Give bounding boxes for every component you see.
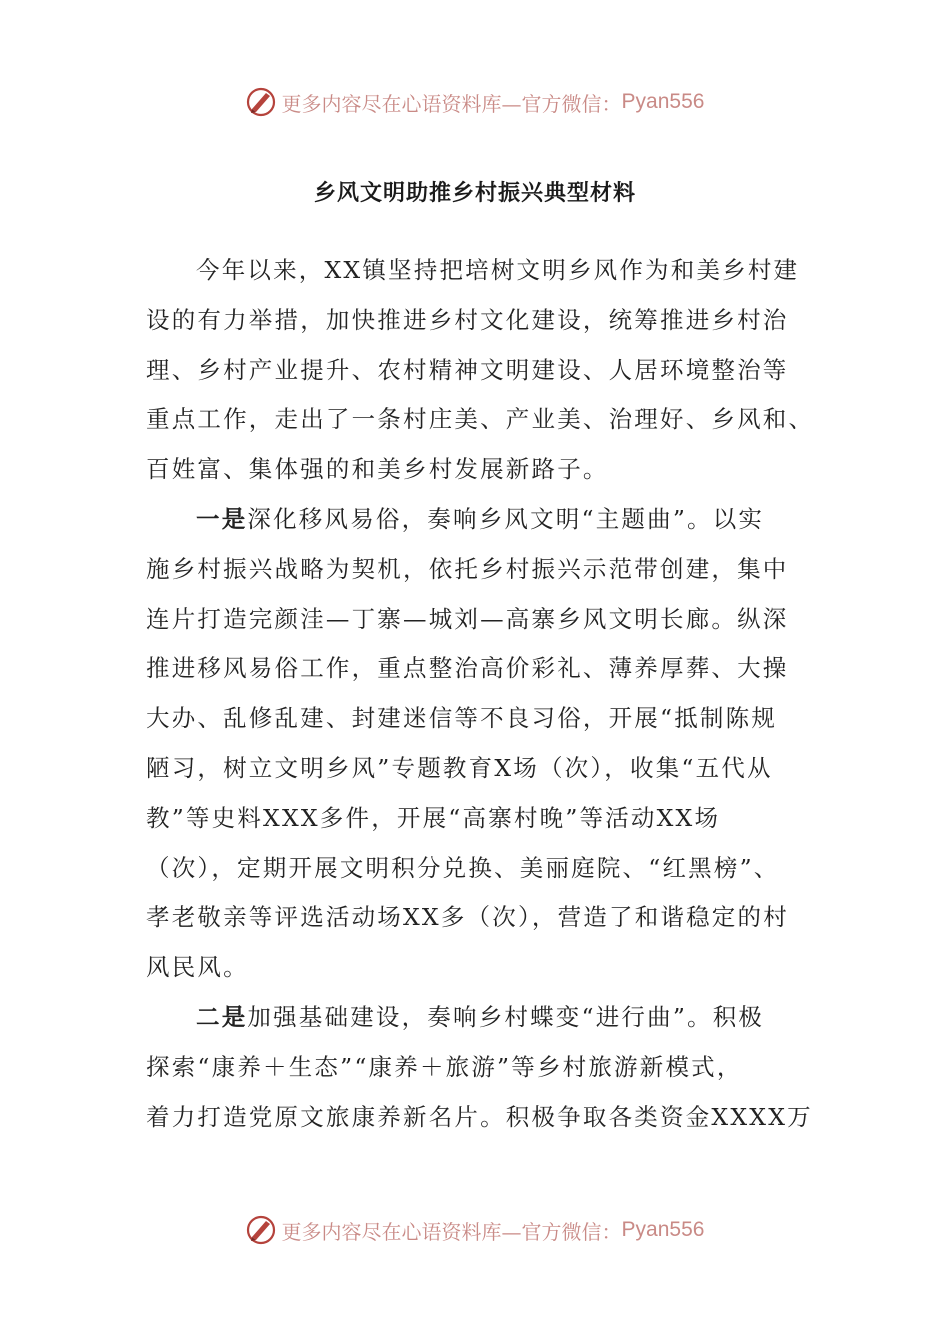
line-text: 着力打造党原文旅康养新名片。积极争取各类资金XXXX万 xyxy=(146,1102,813,1131)
line-text: 风民风。 xyxy=(146,953,249,982)
section-lead: 一是 xyxy=(196,504,248,533)
text-line xyxy=(146,794,806,844)
watermark-text: 更多内容尽在心语资料库—官方微信： xyxy=(281,1219,622,1244)
wechat-id: Pyan556 xyxy=(621,1218,705,1241)
line-text: 施乡村振兴战略为契机，依托乡村振兴示范带创建，集中 xyxy=(146,554,789,583)
line-text: 重点工作，走出了一条村庄美、产业美、治理好、乡风和、 xyxy=(146,405,815,434)
line-text: 连片打造完颜洼—丁寨—城刘—高寨乡风文明长廊。纵深 xyxy=(146,604,789,633)
line-text: 陋习，树立文明乡风”专题教育X场（次），收集“五代从 xyxy=(146,753,773,782)
watermark-header xyxy=(0,82,950,122)
line-text: 理、乡村产业提升、农村精神文明建设、人居环境整治等 xyxy=(146,355,789,384)
text-line xyxy=(146,246,806,296)
text-line xyxy=(146,993,806,1043)
line-text: 深化移风易俗，奏响乡风文明“主题曲”。以实 xyxy=(247,504,765,533)
line-text: 今年以来，XX镇坚持把培树文明乡风作为和美乡村建 xyxy=(196,256,800,284)
text-line xyxy=(146,644,806,694)
text-line xyxy=(146,844,806,894)
pen-logo-icon xyxy=(246,1215,276,1245)
text-line xyxy=(146,744,806,794)
text-line xyxy=(146,395,815,445)
line-text: 加强基础建设，奏响乡村蝶变“进行曲”。积极 xyxy=(247,1002,765,1031)
document-title: 乡风文明助推乡村振兴典型材料 xyxy=(313,180,636,206)
text-line xyxy=(146,346,806,396)
text-line xyxy=(146,495,806,545)
text-line xyxy=(146,1093,813,1143)
pen-logo-icon xyxy=(246,87,276,117)
line-text: 大办、乱修乱建、封建迷信等不良习俗，开展“抵制陈规 xyxy=(146,704,778,733)
line-text: 设的有力举措，加快推进乡村文化建设，统筹推进乡村治 xyxy=(146,305,789,334)
watermark-text: 更多内容尽在心语资料库—官方微信： xyxy=(281,91,622,116)
text-line xyxy=(146,595,806,645)
text-line xyxy=(146,943,806,993)
text-line xyxy=(146,445,806,495)
watermark-footer xyxy=(0,1210,950,1250)
line-text: 百姓富、集体强的和美乡村发展新路子。 xyxy=(146,455,609,484)
line-text: 教”等史料XXX多件，开展“高寨村晚”等活动XX场 xyxy=(146,803,721,832)
text-line xyxy=(146,1043,806,1093)
text-line xyxy=(146,694,806,744)
text-line xyxy=(146,545,806,595)
text-line xyxy=(146,296,806,346)
wechat-id: Pyan556 xyxy=(621,90,705,113)
section-lead: 二是 xyxy=(196,1002,248,1031)
line-text: 探索“康养＋生态”“康养＋旅游”等乡村旅游新模式， xyxy=(146,1052,743,1081)
line-text: （次），定期开展文明积分兑换、美丽庭院、“红黑榜”、 xyxy=(146,853,780,882)
text-line xyxy=(146,893,806,943)
line-text: 推进移风易俗工作，重点整治高价彩礼、薄养厚葬、大操 xyxy=(146,654,789,683)
document-body xyxy=(146,246,815,1142)
line-text: 孝老敬亲等评选活动场XX多（次），营造了和谐稳定的村 xyxy=(146,903,789,932)
